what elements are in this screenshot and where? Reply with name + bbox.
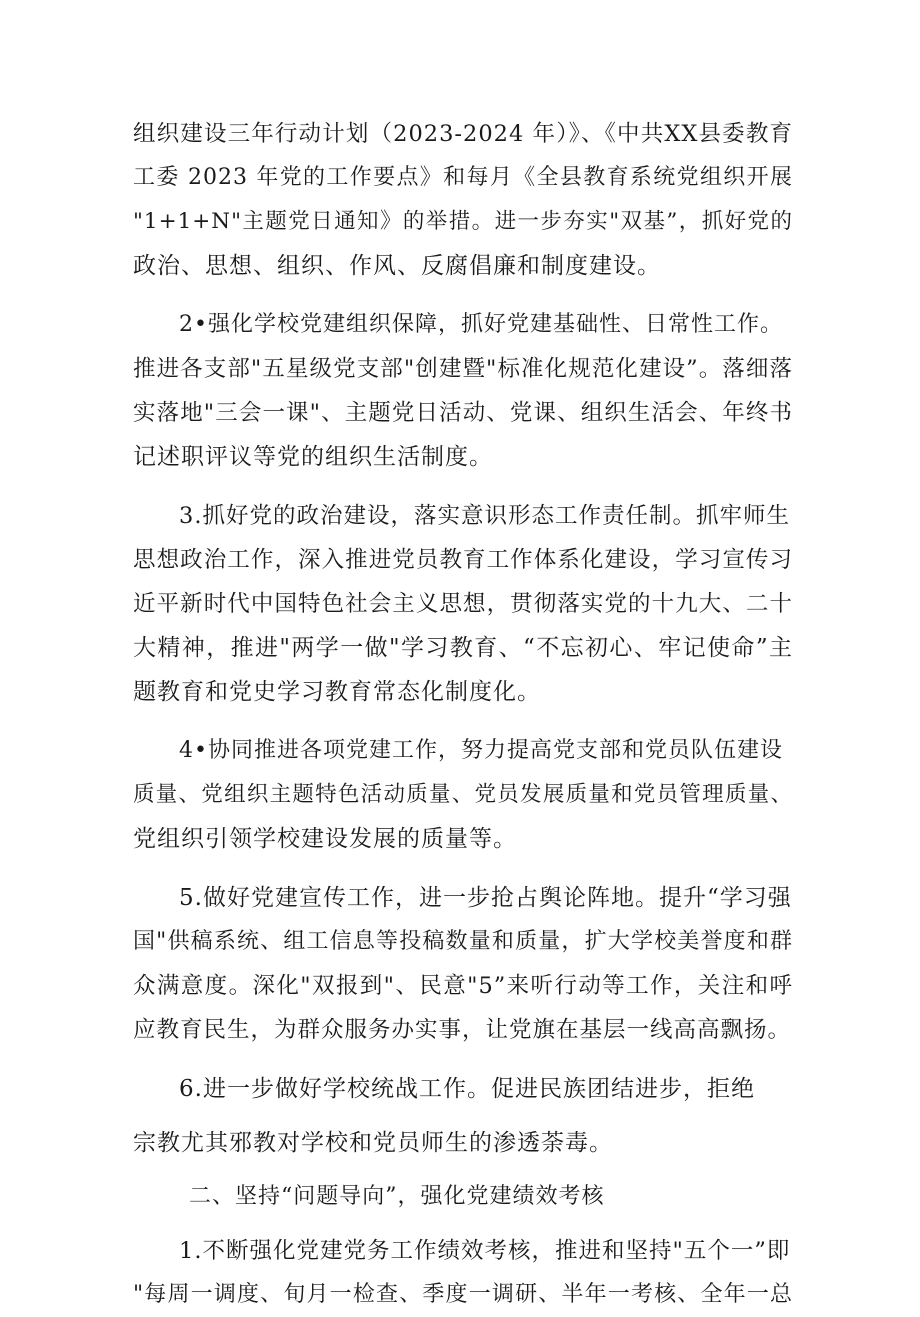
- paragraph-line: 题教育和党史学习教育常态化制度化。: [133, 679, 541, 705]
- document-body: [133, 112, 793, 1317]
- paragraph-line: 思想政治工作，深入推进党员教育工作体系化建设，学习宣传习: [133, 547, 793, 573]
- paragraph-line: 2•强化学校党建组织保障，抓好党建基础性、日常性工作。: [179, 312, 783, 337]
- paragraph-line: 国"供稿系统、组工信息等投稿数量和质量，扩大学校美誉度和群: [133, 929, 793, 954]
- paragraph-line: 6.进一步做好学校统战工作。促进民族团结进步，拒绝: [179, 1076, 755, 1102]
- paragraph-line: 大精神，推进"两学一做"学习教育、“不忘初心、牢记使命”主: [133, 635, 793, 661]
- paragraph-line: "每周一调度、旬月一检查、季度一调研、半年一考核、全年一总: [133, 1282, 793, 1307]
- paragraph-line: "1+1+N"主题党日通知》的举措。进一步夯实"双基”，抓好党的: [133, 209, 793, 234]
- paragraph-line: 近平新时代中国特色社会主义思想，贯彻落实党的十九大、二十: [133, 591, 793, 617]
- paragraph-line: 党组织引领学校建设发展的质量等。: [133, 826, 517, 852]
- paragraph-line: 应教育民生，为群众服务办实事，让党旗在基层一线高高飘扬。: [133, 1017, 792, 1043]
- paragraph-line: 1.不断强化党建党务工作绩效考核，推进和坚持"五个一”即: [179, 1238, 791, 1264]
- paragraph-line: 4•协同推进各项党建工作，努力提高党支部和党员队伍建设: [179, 738, 783, 763]
- paragraph-line: 质量、党组织主题特色活动质量、党员发展质量和党员管理质量、: [133, 782, 793, 807]
- paragraph-line: 组织建设三年行动计划（2023-2024 年）》、《中共XX县委教育: [133, 121, 793, 147]
- paragraph-line: 实落地"三会一课"、主题党日活动、党课、组织生活会、年终书: [133, 400, 793, 426]
- paragraph-line: 众满意度。深化"双报到"、民意"5”来听行动等工作，关注和呼: [133, 973, 793, 999]
- paragraph-line: 记述职评议等党的组织生活制度。: [133, 444, 493, 470]
- paragraph-line: 政治、思想、组织、作风、反腐倡廉和制度建设。: [133, 253, 661, 279]
- paragraph-line: 推进各支部"五星级党支部"创建暨"标准化规范化建设”。落细落: [133, 356, 793, 382]
- paragraph-line: 宗教尤其邪教对学校和党员师生的渗透荼毒。: [133, 1130, 613, 1156]
- paragraph-line: 5.做好党建宣传工作，进一步抢占舆论阵地。提升“学习强: [179, 885, 792, 911]
- paragraph-line: 3.抓好党的政治建设，落实意识形态工作责任制。抓牢师生: [179, 503, 790, 529]
- section-heading: 二、坚持“问题导向”，强化党建绩效考核: [189, 1184, 605, 1209]
- paragraph-line: 工委 2023 年党的工作要点》和每月《全县教育系统党组织开展: [133, 165, 793, 190]
